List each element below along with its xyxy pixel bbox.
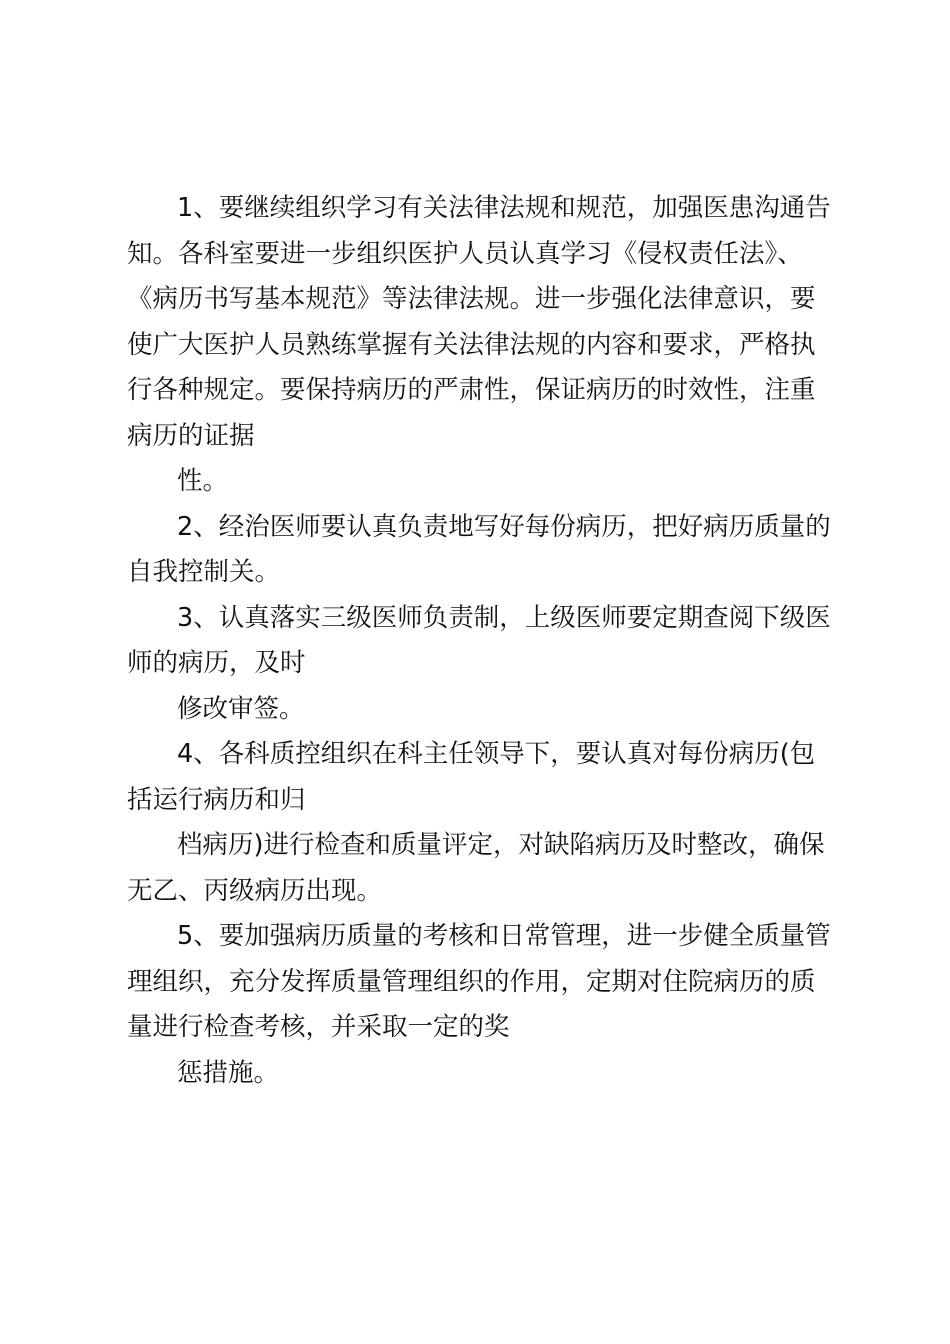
text-line: 理组织，充分发挥质量管理组织的作用，定期对住院病历的质 [127,966,816,997]
text-line: 修改审签。 [177,693,305,724]
text-line: 惩措施。 [177,1057,280,1088]
text-line: 5、要加强病历质量的考核和日常管理，进一步健全质量管 [177,921,831,951]
text-line: 无乙、丙级病历出现。 [127,875,383,906]
text-line: 自我控制关。 [127,557,281,587]
text-line: 病历的证据 [127,420,255,451]
text-line: 1、要继续组织学习有关法律法规和规范，加强医患沟通告 [177,193,831,223]
document-body [127,186,837,1096]
text-line: 4、各科质控组织在科主任领导下，要认真对每份病历(包 [177,739,816,769]
text-line: 性。 [177,466,229,496]
text-line: 师的病历，及时 [127,648,306,678]
text-line: 行各种规定。要保持病历的严肃性，保证病历的时效性，注重 [127,375,816,405]
text-line: 括运行病历和归 [127,784,306,815]
text-line: 档病历)进行检查和质量评定，对缺陷病历及时整改，确保 [177,830,825,860]
text-line: 3、认真落实三级医师负责制，上级医师要定期查阅下级医 [177,602,831,633]
text-line: 2、经治医师要认真负责地写好每份病历，把好病历质量的 [177,511,831,542]
text-line: 量进行检查考核，并采取一定的奖 [127,1012,510,1042]
text-line: 《病历书写基本规范》等法律法规。进一步强化法律意识，要 [127,284,816,314]
text-line: 使广大医护人员熟练掌握有关法律法规的内容和要求，严格执 [127,329,816,360]
text-line: 知。各科室要进一步组织医护人员认真学习《侵权责任法》、 [127,238,803,269]
